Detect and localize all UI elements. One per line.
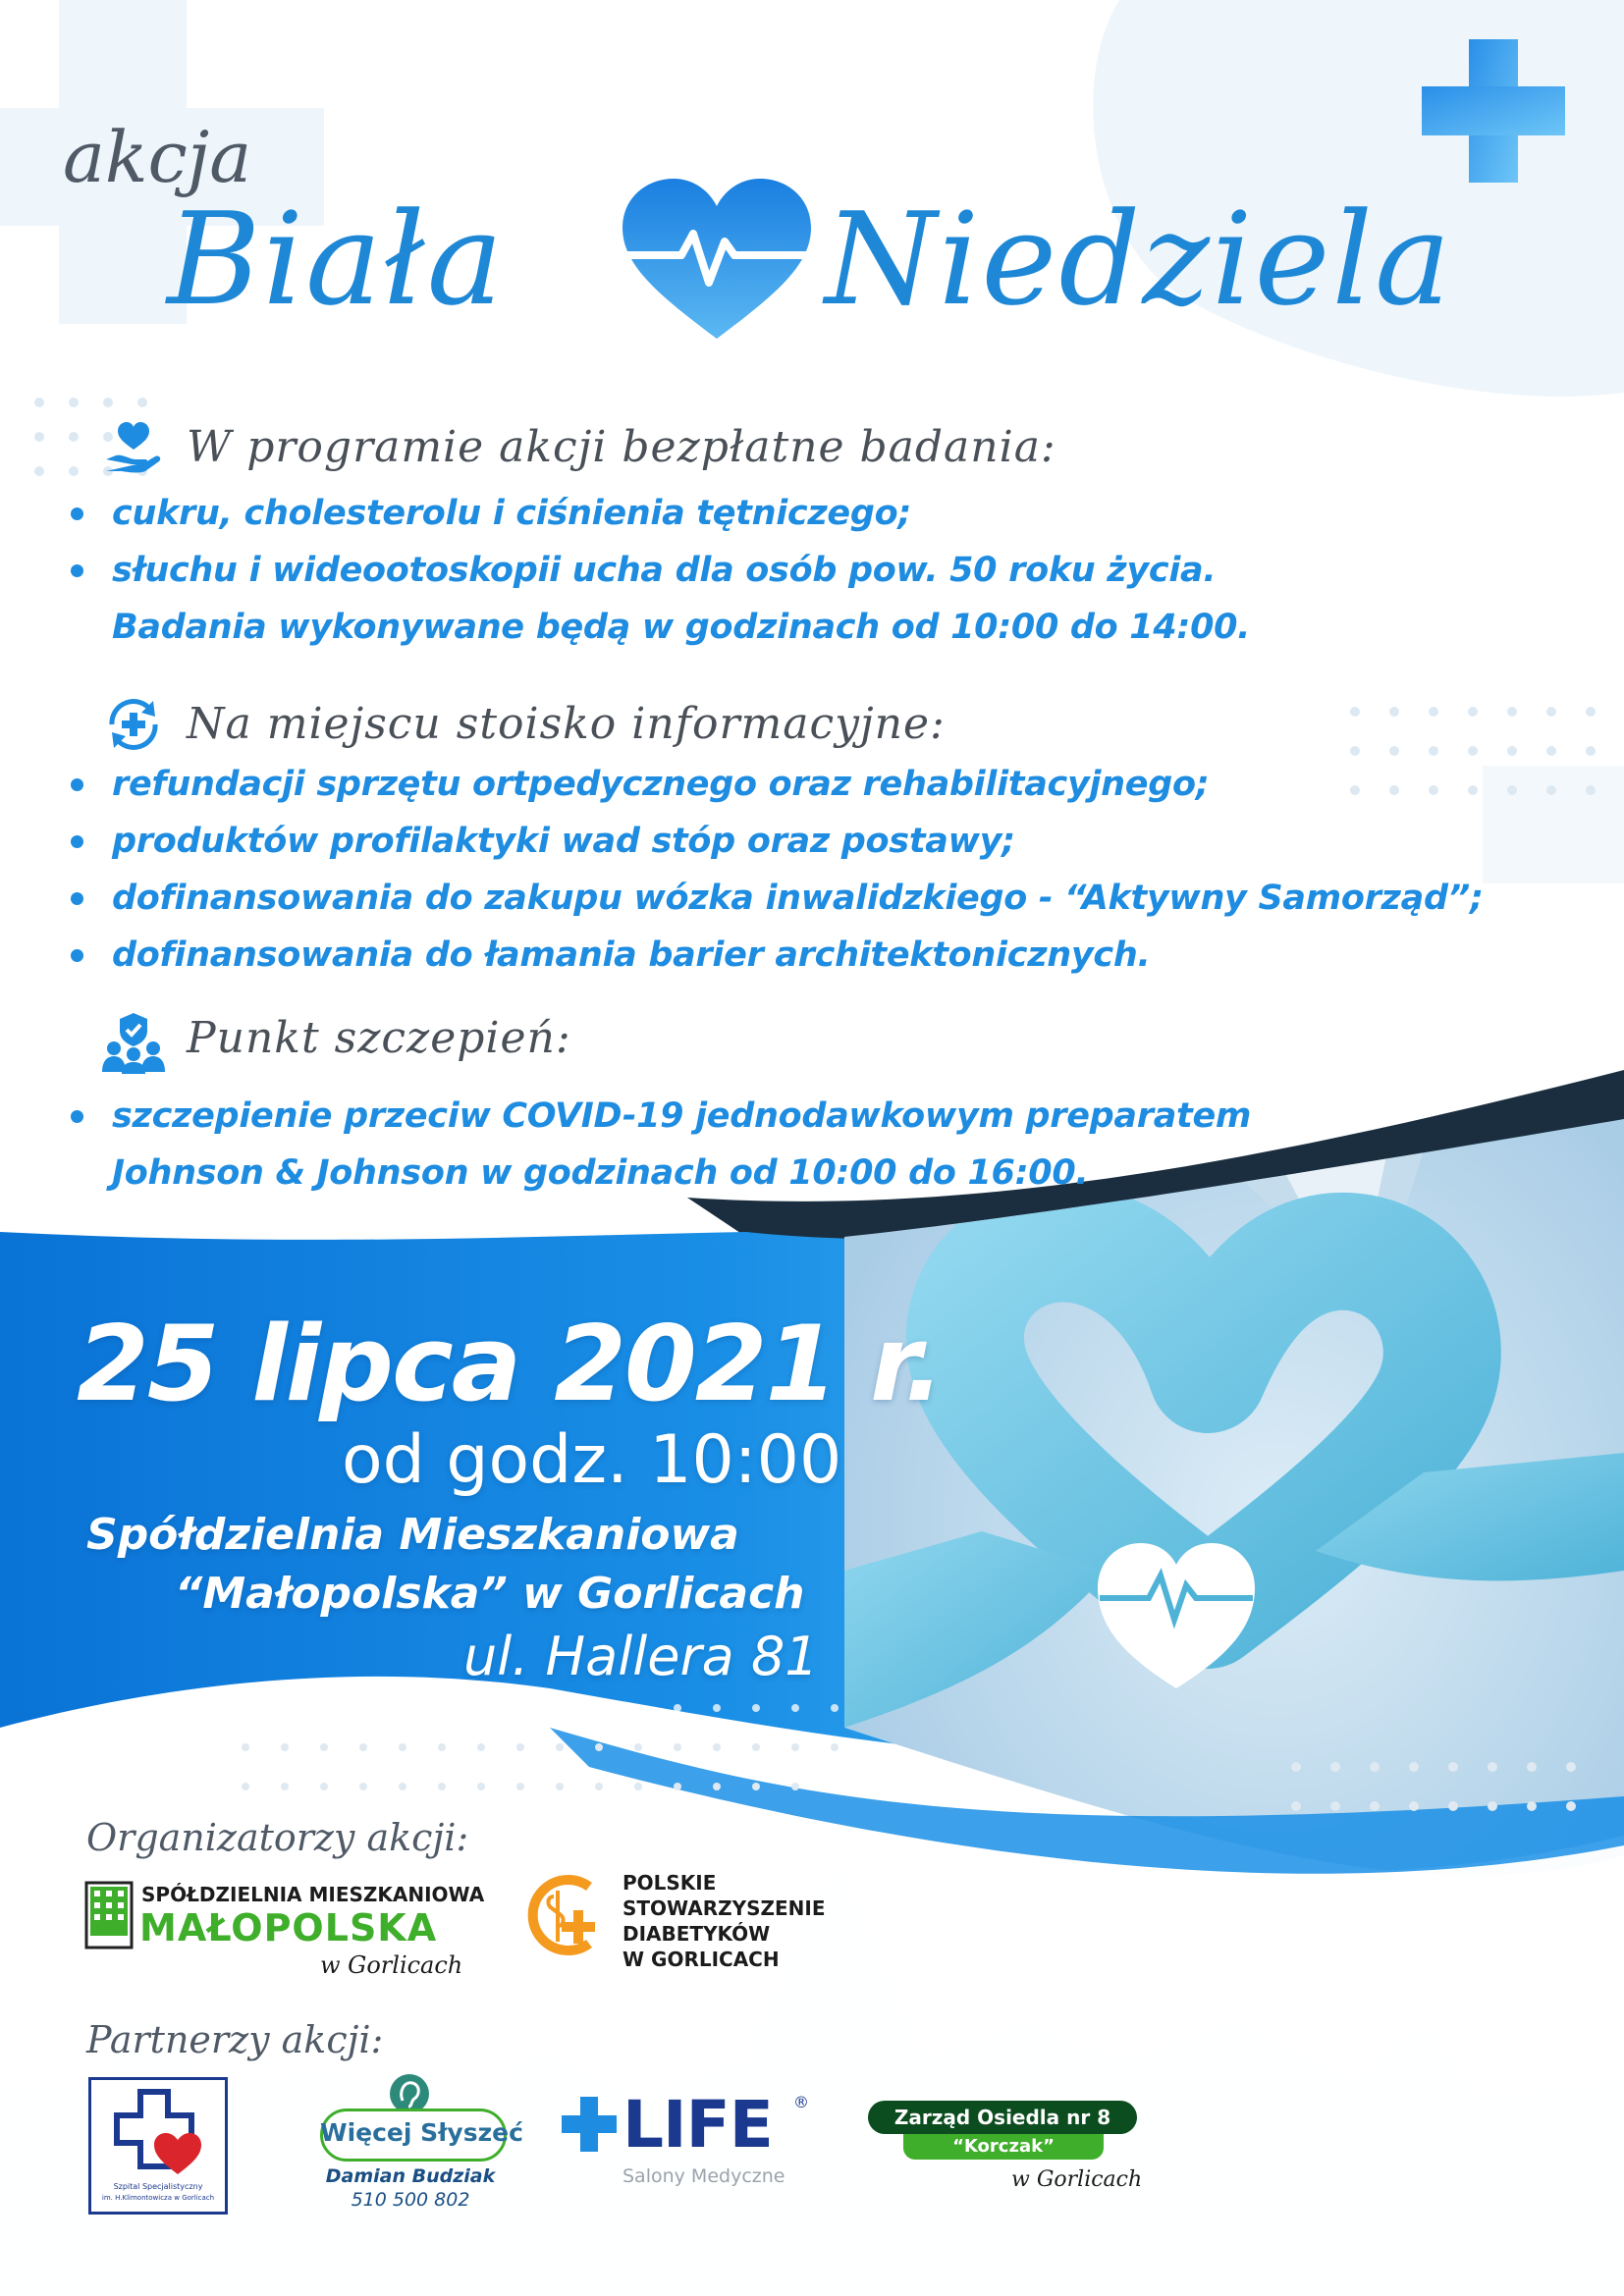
organizers-label: Organizatorzy akcji:: [86, 1816, 469, 1859]
plus-icon: [562, 2097, 617, 2152]
event-time: od godz. 10:00: [342, 1421, 842, 1499]
hospital-cross-heart-icon: [109, 2088, 207, 2176]
korczak-line3: w Gorlicach: [1011, 2167, 1143, 2192]
korczak-line2: “Korczak”: [952, 2136, 1055, 2157]
people-shield-icon: [102, 1011, 165, 1074]
partners-label: Partnerzy akcji:: [86, 2018, 384, 2061]
section2-title: Na miejscu stoisko informacyjne:: [187, 699, 946, 749]
life-sub: Salony Medyczne: [623, 2165, 785, 2187]
psd-logo: [520, 1865, 826, 1983]
hearing-phone: 510 500 802: [351, 2189, 470, 2211]
medical-refresh-icon: [102, 693, 165, 756]
event-venue-line2: “Małopolska” w Gorlicach: [175, 1569, 805, 1619]
section3-list: [69, 1088, 1251, 1201]
section2-list: [69, 756, 1484, 984]
section3-title: Punkt szczepień:: [187, 1013, 571, 1063]
psd-line3: DIABETYKÓW: [623, 1922, 771, 1946]
heart-hand-icon: [102, 416, 165, 479]
malopolska-line1: SPÓŁDZIELNIA MIESZKANIOWA: [141, 1883, 485, 1906]
list-item: słuchu i wideootoskopii ucha dla osób pow. 50 roku życia.: [69, 542, 1250, 599]
list-item: Johnson & Johnson w godzinach od 10:00 do 16:00.: [112, 1153, 1089, 1193]
list-item: produktów profilaktyki wad stóp oraz postawy;: [69, 813, 1484, 870]
list-item: dofinansowania do zakupu wózka inwalidzkiego - “Aktywny Samorząd”;: [69, 870, 1484, 927]
list-item: dofinansowania do łamania barier architektonicznych.: [69, 927, 1484, 984]
hearing-logo: [312, 2073, 523, 2211]
korczak-line1: Zarząd Osiedla nr 8: [893, 2106, 1111, 2129]
list-item: cukru, cholesterolu i ciśnienia tętniczego;: [69, 485, 1250, 542]
list-item: refundacji sprzętu ortpedycznego oraz rehabilitacyjnego;: [69, 756, 1484, 813]
header-title-left: Biała: [167, 185, 506, 334]
life-logo: [562, 2087, 817, 2189]
life-name: LIFE: [623, 2087, 773, 2163]
event-date: 25 lipca 2021 r.: [77, 1304, 943, 1424]
psd-line1: POLSKIE: [623, 1871, 717, 1895]
life-registered: ®: [793, 2093, 809, 2111]
list-item: szczepienie przeciw COVID-19 jednodawkowym preparatem: [69, 1088, 1251, 1145]
diabetes-association-icon: [520, 1871, 607, 1959]
event-venue-line1: Spółdzielnia Mieszkaniowa: [86, 1510, 739, 1560]
psd-line4: W GORLICACH: [623, 1948, 780, 1971]
header-title-right: Niedziela: [825, 185, 1453, 334]
section1-list: [69, 485, 1250, 656]
building-icon: [84, 1881, 134, 1949]
malopolska-line2: MAŁOPOLSKA: [139, 1906, 438, 1949]
header-akcja: akcja: [63, 116, 252, 198]
hospital-logo: [88, 2077, 228, 2215]
hearing-name: Więcej Słyszeć: [320, 2118, 523, 2147]
korczak-logo: [868, 2101, 1143, 2199]
hospital-line2: im. H.Klimontowicza w Gorlicach: [101, 2194, 215, 2202]
event-address: ul. Hallera 81: [463, 1626, 819, 1687]
list-item: Badania wykonywane będą w godzinach od 10:00 do 14:00.: [112, 608, 1251, 647]
malopolska-line3: w Gorlicach: [320, 1951, 463, 1979]
hospital-line1: Szpital Specjalistyczny: [113, 2182, 203, 2191]
section1-title: W programie akcji bezpłatne badania:: [187, 422, 1056, 472]
psd-line2: STOWARZYSZENIE: [623, 1896, 826, 1920]
hearing-person: Damian Budziak: [325, 2165, 496, 2187]
heartbeat-heart-icon: [619, 177, 815, 344]
malopolska-logo: [84, 1881, 485, 1989]
